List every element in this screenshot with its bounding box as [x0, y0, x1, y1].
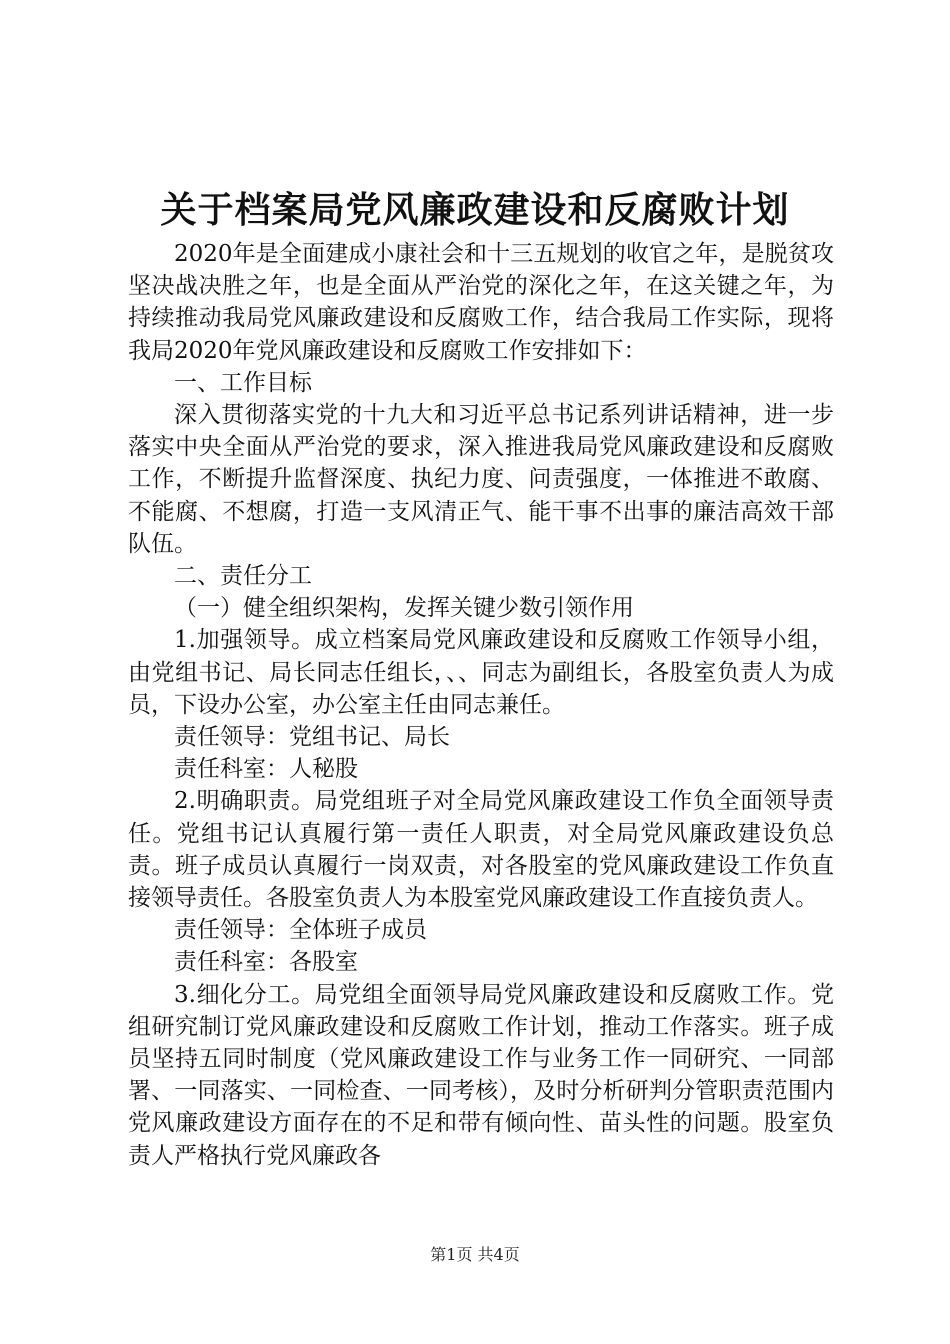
responsibility-line: 责任领导：党组书记、局长 — [174, 724, 450, 751]
paragraph: 2020年是全面建成小康社会和十三五规划的收官之年，是脱贫攻坚决战决胜之年，也是全面从严治党的深化之年，在这关键之年，为持续推动我局党风廉政建设和反腐败工作，结合我局工作实际，现将我局2020年党风廉政建设和反腐败工作安排如下： — [128, 241, 834, 364]
paragraph: 3.细化分工。局党组全面领导局党风廉政建设和反腐败工作。党组研究制订党风廉政建设和反腐败工作计划，推动工作落实。班子成员坚持五同时制度（党风廉政建设工作与业务工作一同研究、一同部署、一同落实、一同检查、一同考核），及时分析研判分管职责范围内党风廉政建设方面存在的不足和带有倾向性、苗头性的问题。股室负责人严格执行党风廉政各 — [128, 981, 834, 1169]
responsibility-line: 责任科室：各股室 — [174, 949, 358, 976]
subsection-heading: （一）健全组织架构，发挥关键少数引领作用 — [174, 595, 634, 622]
paragraph: 深入贯彻落实党的十九大和习近平总书记系列讲话精神，进一步落实中央全面从严治党的要求，深入推进我局党风廉政建设和反腐败工作，不断提升监督深度、执纪力度、问责强度，一体推进不敢腐、不能腐、不想腐，打造一支风清正气、能干事不出事的廉洁高效干部队伍。 — [128, 402, 834, 557]
section-heading: 二、责任分工 — [174, 563, 312, 590]
responsibility-line: 责任科室：人秘股 — [174, 756, 358, 783]
page-footer: 第1页 共4页 — [430, 1245, 520, 1264]
document-title: 关于档案局党风廉政建设和反腐败计划 — [160, 189, 790, 231]
responsibility-line: 责任领导：全体班子成员 — [174, 917, 427, 944]
document-body — [128, 238, 834, 1172]
paragraph: 1.加强领导。成立档案局党风廉政建设和反腐败工作领导小组，由党组书记、局长同志任组长，、、同志为副组长，各股室负责人为成员，下设办公室，办公室主任由同志兼任。 — [128, 627, 834, 718]
paragraph: 2.明确职责。局党组班子对全局党风廉政建设工作负全面领导责任。党组书记认真履行第一责任人职责，对全局党风廉政建设负总责。班子成员认真履行一岗双责，对各股室的党风廉政建设工作负直接领导责任。各股室负责人为本股室党风廉政建设工作直接负责人。 — [128, 788, 834, 912]
section-heading: 一、工作目标 — [174, 369, 312, 396]
